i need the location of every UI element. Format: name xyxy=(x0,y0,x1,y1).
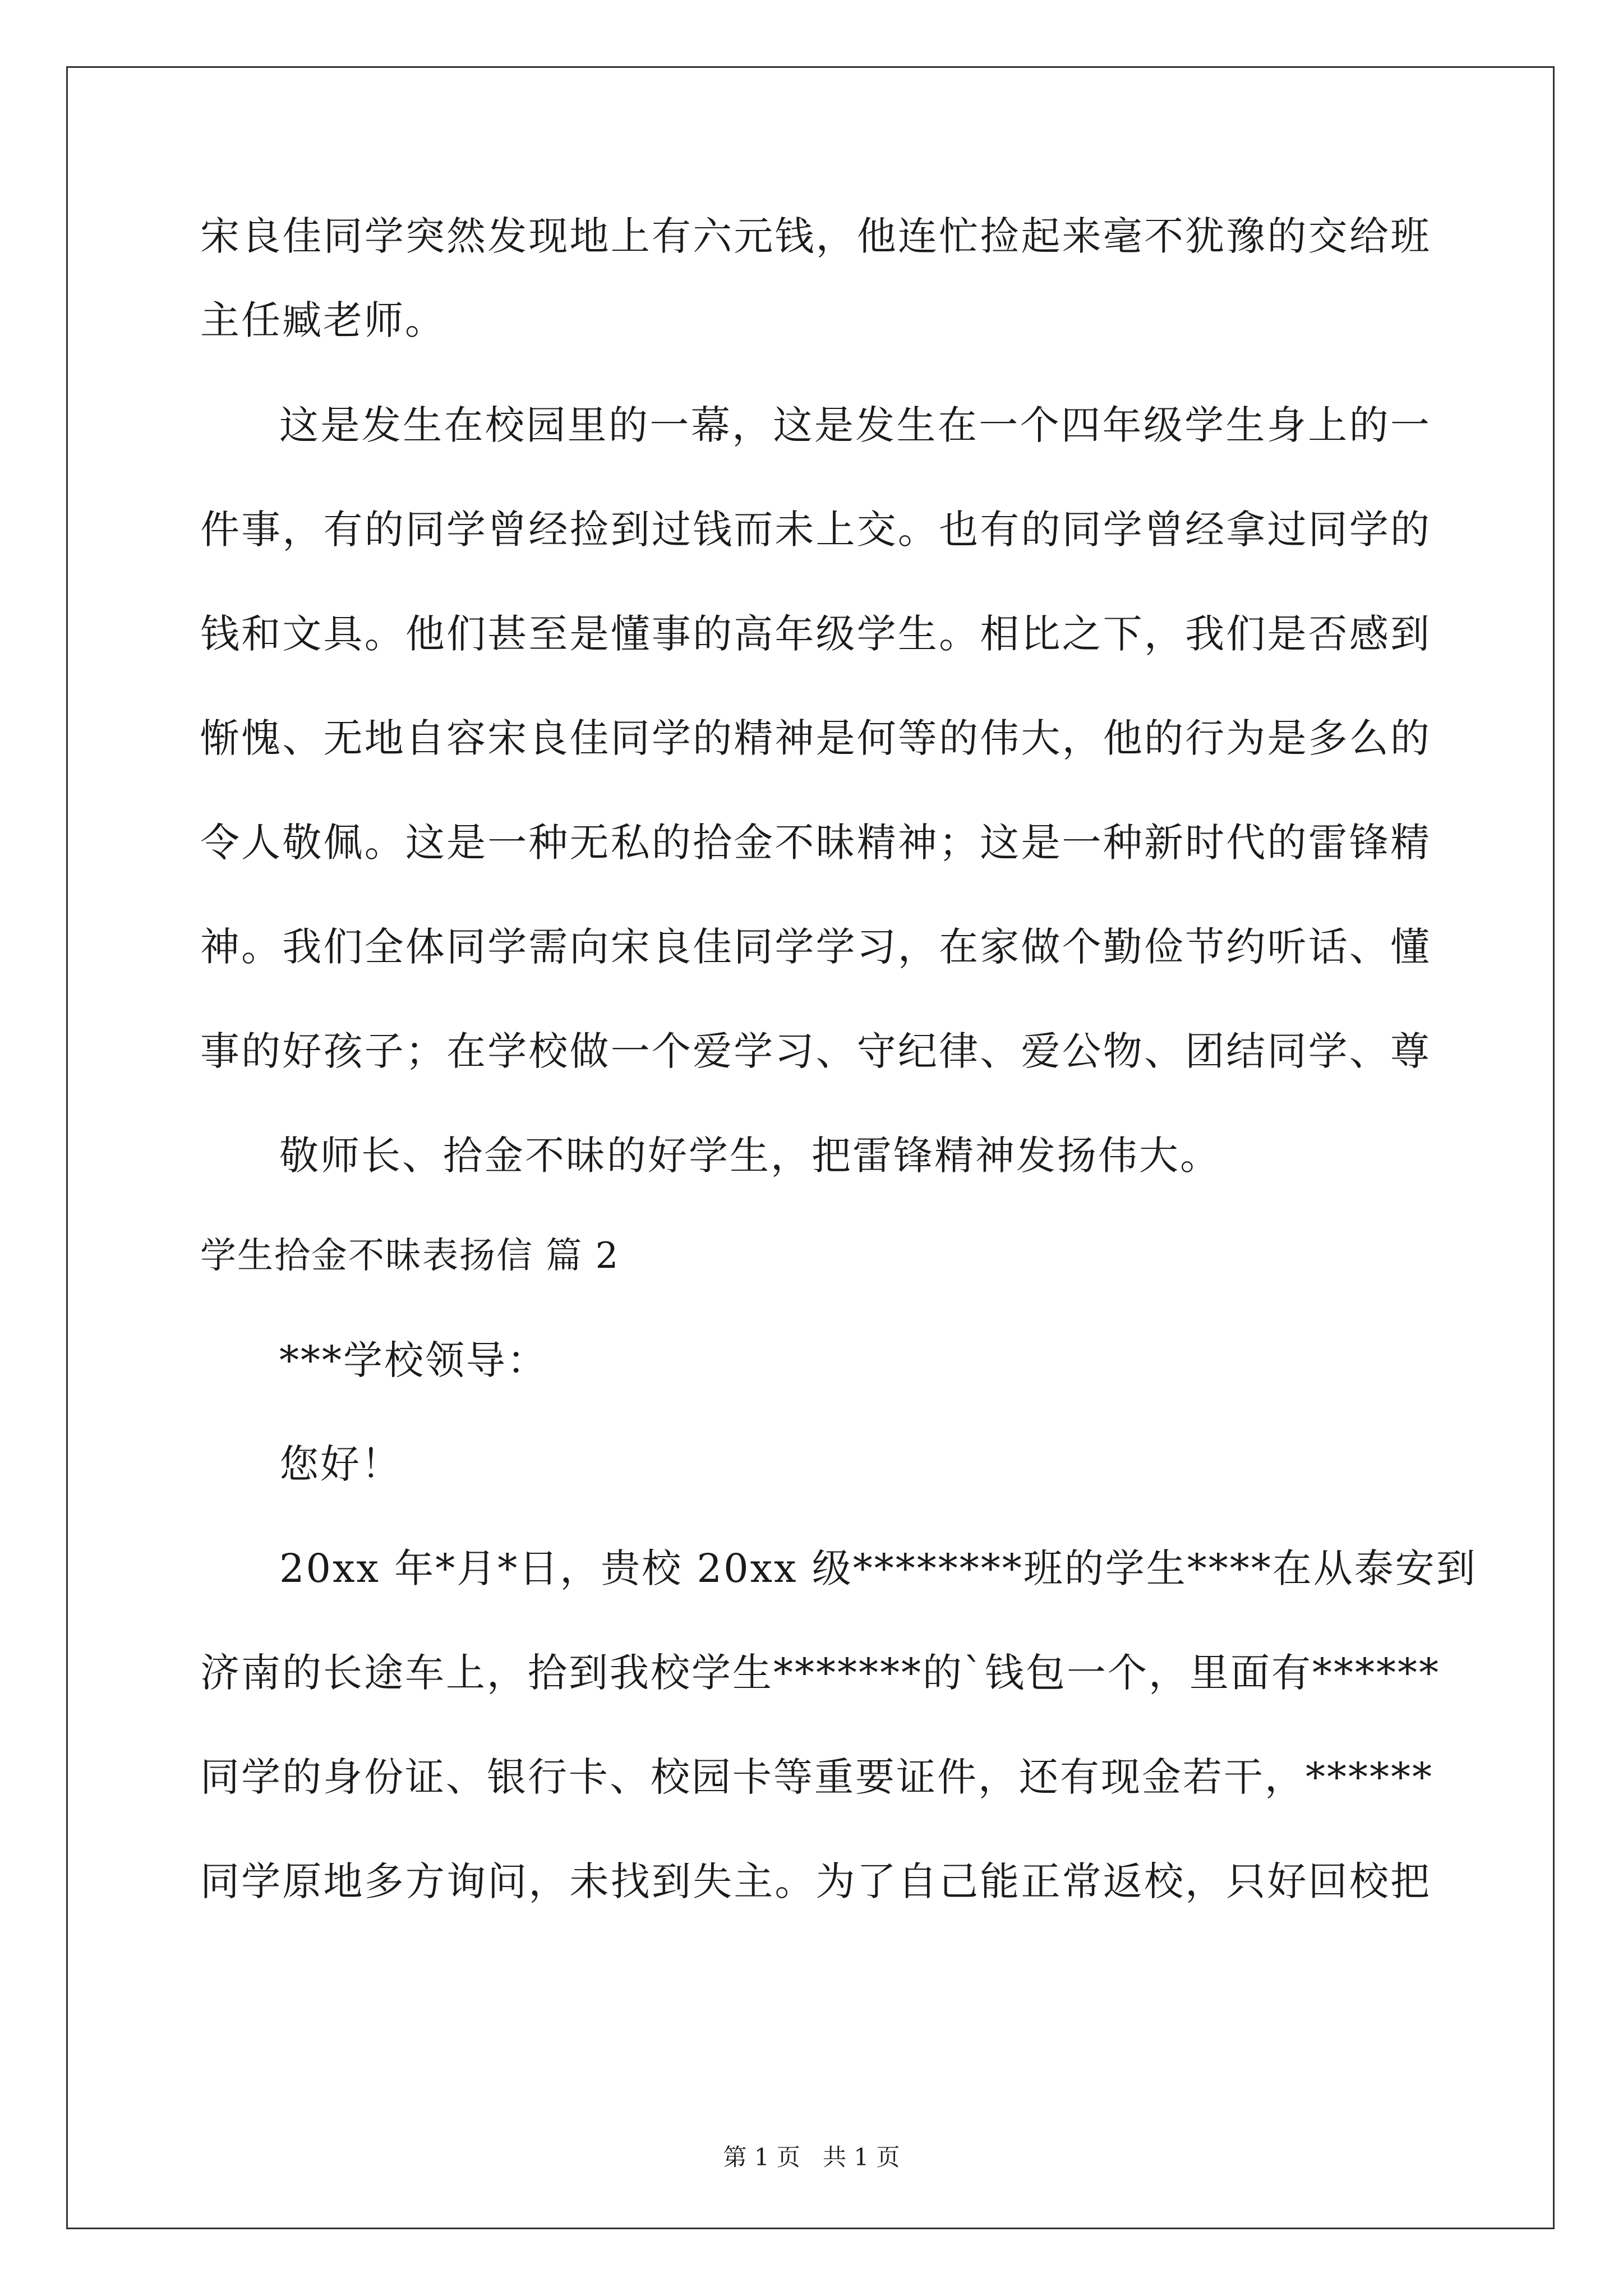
body-line: 这是发生在校园里的一幕，这是发生在一个四年级学生身上的一 xyxy=(279,402,1431,448)
section-heading: 学生拾金不昧表扬信 篇 2 xyxy=(200,1235,620,1277)
body-line: 济南的长途车上，拾到我校学生*******的`钱包一个，里面有****** xyxy=(200,1650,1440,1696)
body-line: 同学的身份证、银行卡、校园卡等重要证件，还有现金若干，****** xyxy=(200,1754,1433,1800)
body-line: 件事，有的同学曾经捡到过钱而未上交。也有的同学曾经拿过同学的 xyxy=(200,507,1431,553)
body-line: 钱和文具。他们甚至是懂事的高年级学生。相比之下，我们是否感到 xyxy=(200,611,1431,657)
body-line: 主任臧老师。 xyxy=(200,297,446,343)
body-line: 宋良佳同学突然发现地上有六元钱，他连忙捡起来毫不犹豫的交给班 xyxy=(200,213,1431,259)
body-line: 同学原地多方询问，未找到失主。为了自己能正常返校，只好回校把 xyxy=(200,1858,1431,1904)
greeting: 您好！ xyxy=(279,1441,402,1487)
body-line: 神。我们全体同学需向宋良佳同学学习，在家做个勤俭节约听话、懂 xyxy=(200,924,1431,970)
body-line: 惭愧、无地自容宋良佳同学的精神是何等的伟大，他的行为是多么的 xyxy=(200,715,1431,761)
body-line: 事的好孩子；在学校做一个爱学习、守纪律、爱公物、团结同学、尊 xyxy=(200,1028,1431,1074)
page-footer: 第 1 页 共 1 页 xyxy=(723,2143,900,2171)
body-line: 20xx 年*月*日，贵校 20xx 级********班的学生****在从泰安到 xyxy=(279,1545,1477,1591)
body-line: 令人敬佩。这是一种无私的拾金不昧精神；这是一种新时代的雷锋精 xyxy=(200,820,1431,866)
salutation: ***学校领导： xyxy=(279,1337,548,1383)
body-line: 敬师长、拾金不昧的好学生，把雷锋精神发扬伟大。 xyxy=(279,1133,1221,1179)
